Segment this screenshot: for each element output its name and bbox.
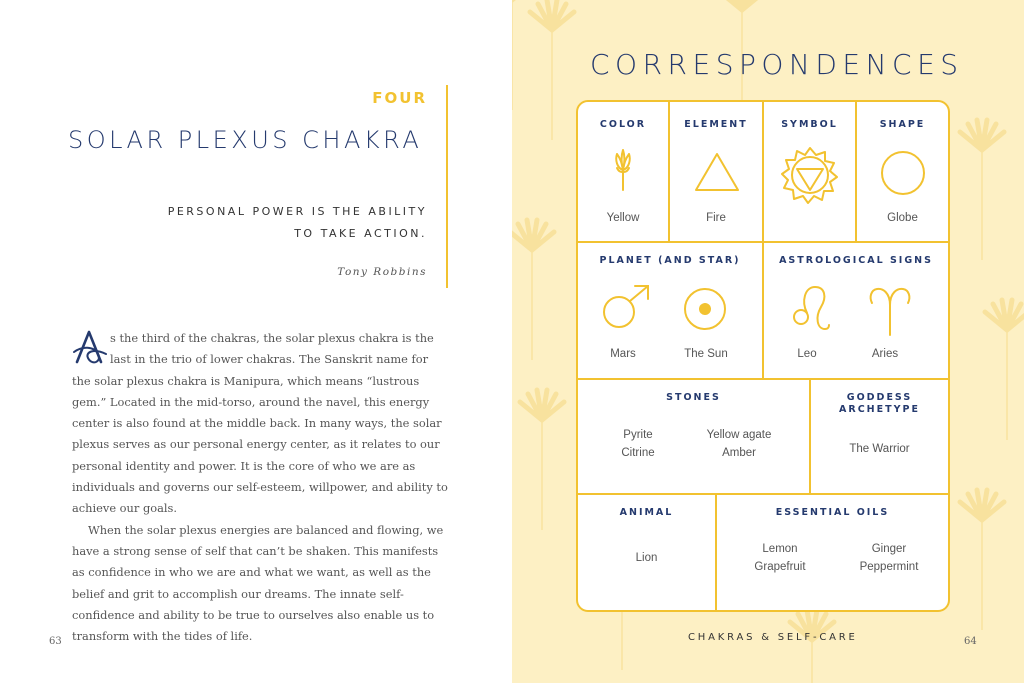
leo-value: Leo (797, 348, 817, 360)
animal-cell (578, 495, 715, 610)
element-cell (670, 102, 762, 241)
goddess-heading-line2: ARCHETYPE (839, 404, 920, 415)
oil-grapefruit: Grapefruit (754, 561, 806, 573)
circle-icon (880, 150, 926, 196)
color-cell (578, 102, 668, 241)
aries-value: Aries (871, 348, 899, 360)
oil-ginger: Ginger (871, 543, 907, 555)
mars-icon (602, 283, 652, 331)
color-heading: COLOR (599, 119, 647, 130)
paragraph-2: When the solar plexus energies are balanced and flowing, we have a strong sense of self that can’t be shaken. This manifests as confidence in who we are and what we want, as well as the belief and grit to accomplish our dreams. The innate self-confidence and ability to be true to ourselves also enable us to transform with the tides of life. (72, 522, 444, 644)
page-number-left: 63 (49, 636, 62, 647)
astrological-signs-heading: ASTROLOGICAL SIGNS (779, 255, 933, 266)
paragraph-1: s the third of the chakras, the solar plexus chakra is the last in the trio of lower chakras. The Sanskrit name for the solar plexus chakra is Manipura, which means “lustrous gem.” Located in the mid-torso, around the navel, this energy center is also found at the middle back. In many ways, the solar plexus serves as our personal energy center, as it relates to our personal identity and power. It is the core of who we are as individuals and governs our self-esteem, willpower, and ability to achieve our goals. (72, 331, 448, 516)
essential-oils-heading: ESSENTIAL OILS (775, 507, 890, 518)
goddess-archetype-cell (811, 380, 948, 493)
goddess-value: The Warrior (849, 443, 910, 455)
oil-peppermint: Peppermint (859, 561, 919, 573)
body-text (72, 328, 450, 647)
running-footer: CHAKRAS & SELF-CARE (688, 632, 858, 643)
animal-value: Lion (635, 552, 658, 564)
element-value: Fire (706, 212, 726, 224)
epigraph-quote: PERSONAL POWER IS THE ABILITY TO TAKE ACTION. (167, 205, 427, 240)
stones-cell (578, 380, 809, 493)
correspondences-table (576, 100, 950, 612)
symbol-heading: SYMBOL (781, 119, 838, 130)
planet-cell (578, 243, 762, 378)
color-value: Yellow (606, 212, 640, 224)
essential-oils-cell (717, 495, 948, 610)
aries-icon (867, 285, 913, 337)
lotus-flower-icon (607, 148, 639, 192)
vertical-rule (446, 85, 448, 288)
shape-value: Globe (887, 212, 918, 224)
page-number-right: 64 (964, 636, 977, 647)
animal-heading: ANIMAL (619, 507, 674, 518)
sun-icon (683, 287, 727, 331)
shape-cell (857, 102, 948, 241)
correspondences-title: CORRESPONDENCES (590, 48, 964, 81)
symbol-cell (764, 102, 855, 241)
goddess-heading-line1: GODDESS (846, 392, 913, 403)
stone-amber: Amber (722, 447, 756, 459)
leo-icon (791, 283, 831, 335)
chapter-number: FOUR (372, 89, 427, 107)
planet-heading: PLANET (AND STAR) (599, 255, 741, 266)
astrological-signs-cell (764, 243, 948, 378)
stones-heading: STONES (666, 392, 721, 403)
stone-pyrite: Pyrite (623, 429, 653, 441)
shape-heading: SHAPE (879, 119, 926, 130)
oil-lemon: Lemon (762, 543, 798, 555)
epigraph-author: Tony Robbins (337, 266, 427, 278)
star-value: The Sun (684, 348, 728, 360)
stone-citrine: Citrine (621, 447, 655, 459)
triangle-icon (694, 152, 740, 192)
chapter-title: SOLAR PLEXUS CHAKRA (68, 126, 423, 154)
drop-cap-a-icon (72, 328, 110, 366)
element-heading: ELEMENT (684, 119, 748, 130)
stone-yellow-agate: Yellow agate (706, 429, 772, 441)
manipura-symbol-icon (781, 146, 839, 204)
planet-value: Mars (610, 348, 636, 360)
